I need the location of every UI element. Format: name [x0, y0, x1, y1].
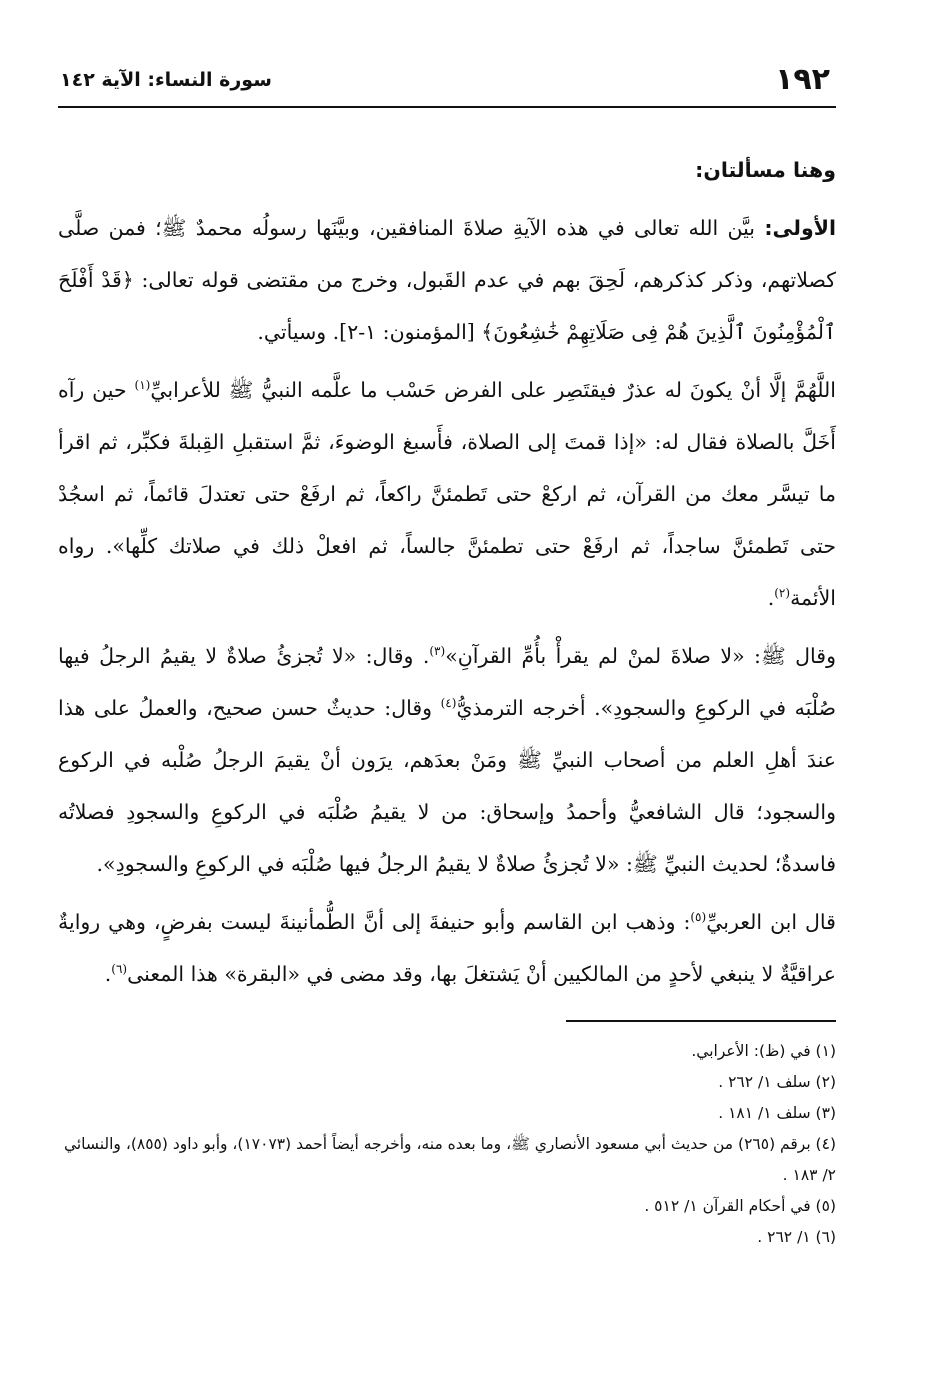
footnote-1: (١) في (ظ): الأعرابي.	[691, 1042, 836, 1060]
paragraph-text: .	[104, 962, 112, 986]
paragraph-lead: الأولى:	[764, 216, 836, 240]
paragraph-text: حين رآه أَخَلَّ بالصلاة فقال له: «إذا قمتَ إلى الصلاة، فأَسبغ الوضوءَ، ثمَّ استقبلِ القِبلةَ فكبِّر، ثم اقرأ ما تيسَّر معك من القرآن، ثم اركعْ حتى تَطمئنَّ راكعاً، ثم ارفَعْ حتى تعتدلَ قائماً، ثم اسجُدْ حتى تَطمئنَّ ساجداً، ثم ارفَعْ حتى تطمئنَّ جالساً، ثم افعلْ ذلك في صلاتك كلِّها». رواه الأئمة	[58, 378, 836, 610]
section-heading-paragraph	[58, 144, 836, 196]
footnote-4: (٤) برقم (٢٦٥) من حديث أبي مسعود الأنصاري ﷺ، وما بعده منه، وأخرجه أيضاً أحمد (١٧٠٧٣)، وأبو داود (٨٥٥)، والنسائي ٢/ ١٨٣ .	[63, 1135, 836, 1184]
paragraph-text: وقال ﷺ: «لا صلاةَ لمنْ لم يقرأْ بأُمِّ القرآنِ»	[445, 644, 836, 668]
footnote-6: (٦) ١/ ٢٦٢ .	[757, 1228, 836, 1246]
footnote-separator	[566, 1020, 836, 1022]
footnote-ref: (١)	[134, 378, 151, 393]
page-number: ١٩٢	[775, 62, 830, 97]
paragraph-1	[58, 202, 836, 358]
running-title: سورة النساء: الآية ١٤٢	[60, 69, 272, 91]
paragraph-text: بيَّن الله تعالى في هذه الآيةِ صلاةَ المنافقين، وبيَّنَها رسولُه محمدٌ ﷺ؛ فمن صلَّى كصلاتهم، وذكر كذكرهم، لَحِقَ بهم في عدم القَبول، وخرج من مقتضى قوله تعالى: ﴿قَدْ أَفْلَحَ ٱلْمُؤْمِنُونَ ٱلَّذِينَ هُمْ فِى صَلَاتِهِمْ خَٰشِعُونَ﴾ [المؤمنون: ١-٢]. وسيأتي.	[58, 216, 836, 344]
footnote-3: (٣) سلف ١/ ١٨١ .	[718, 1104, 836, 1122]
footnote-5: (٥) في أحكام القرآن ١/ ٥١٢ .	[644, 1197, 836, 1215]
paragraph-2	[58, 364, 836, 624]
paragraph-text: .	[767, 586, 775, 610]
paragraph-4	[58, 896, 836, 1000]
paragraph-text: قال ابن العربيِّ	[706, 910, 836, 934]
footnote-2: (٢) سلف ١/ ٢٦٢ .	[718, 1073, 836, 1091]
page-header	[58, 52, 836, 108]
main-text	[58, 144, 836, 1000]
footnote-ref: (٣)	[429, 644, 446, 659]
book-page	[58, 52, 836, 1253]
footnote-ref: (٦)	[111, 962, 128, 977]
paragraph-text: . وقال: «لا تُجزئُ صلاةٌ لا يقيمُ الرجلُ فيها صُلْبَه في الركوعِ والسجودِ». أخرجه الترمذيُّ	[58, 644, 836, 720]
paragraph-text: اللَّهُمَّ إلَّا أنْ يكونَ له عذرٌ فيقتَصِر على الفرض حَسْب ما علَّمه النبيُّ ﷺ للأعرابيِّ	[150, 378, 836, 402]
footnote-ref: (٢)	[774, 586, 791, 601]
footnote-ref: (٥)	[690, 910, 707, 925]
paragraph-text: وقال: حديثٌ حسن صحيح، والعملُ على هذا عندَ أهلِ العلم من أصحاب النبيِّ ﷺ ومَنْ بعدَهم، يرَون أنْ يقيمَ الرجلُ صُلْبه في الركوع والسجود؛ قال الشافعيُّ وأحمدُ وإسحاق: من لا يقيمُ صُلْبَه في الركوعِ والسجودِ فصلاتُه فاسدةٌ؛ لحديث النبيِّ ﷺ: «لا تُجزئُ صلاةٌ لا يقيمُ الرجلُ فيها صُلْبَه في الركوعِ والسجودِ».	[58, 696, 836, 876]
paragraph-3	[58, 630, 836, 890]
footnote-ref: (٤)	[440, 696, 457, 711]
footnotes	[58, 1036, 836, 1253]
paragraph-text: : وذهب ابن القاسم وأبو حنيفةَ إلى أنَّ الطُّمأنينةَ ليست بفرضٍ، وهي روايةٌ عراقيَّةٌ لا ينبغي لأحدٍ من المالكيين أنْ يَشتغلَ بها، وقد مضى في «البقرة» هذا المعنى	[58, 910, 836, 986]
section-heading: وهنا مسألتان:	[695, 158, 836, 182]
